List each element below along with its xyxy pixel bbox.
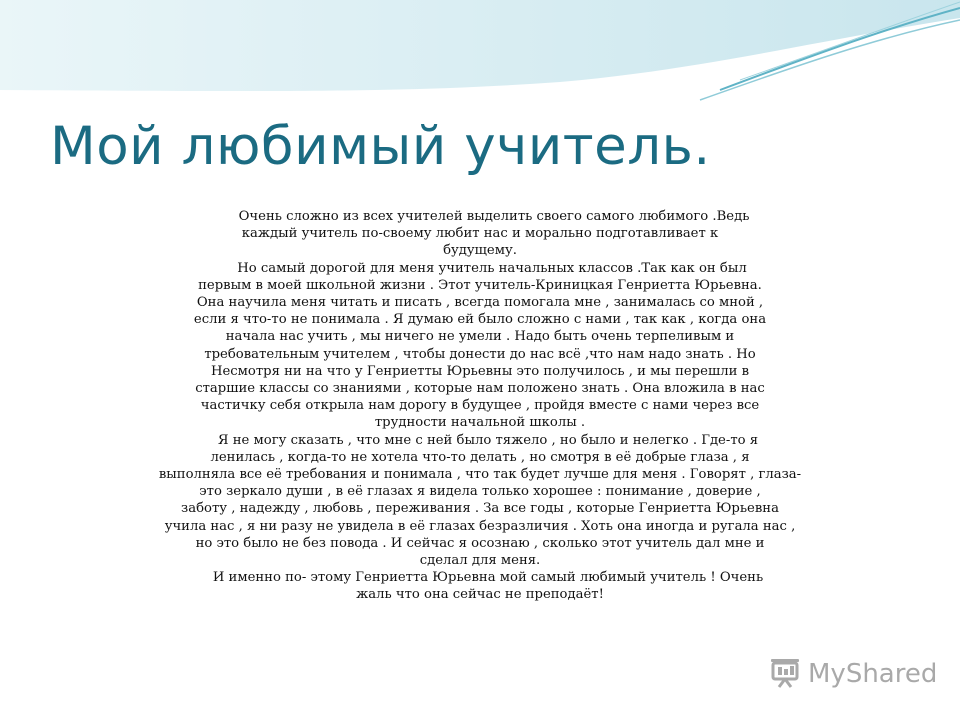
body-line: выполняла все её требования и понимала , что так будет лучше для меня . Говорят , глаза-	[158, 467, 802, 483]
myshared-logo	[768, 656, 937, 692]
body-line: заботу , надежду , любовь , переживания . За все годы , которые Генриетта Юрьевна	[181, 501, 779, 517]
body-line: Несмотря ни на что у Генриетты Юрьевны это получилось , и мы перешли в	[210, 363, 749, 379]
body-line: частичку себя открыла нам дорогу в будущее , пройдя вместе с нами через все	[200, 398, 760, 414]
body-line: учила нас , я ни разу не увидела в её глазах безразличия . Хоть она иногда и ругала нас ,	[164, 518, 796, 534]
decorative-corner-swoosh	[0, 0, 960, 120]
body-line: Она научила меня читать и писать , всегда помогала мне , занималась со мной ,	[196, 295, 764, 311]
slide-title: Мой любимый учитель.	[50, 116, 711, 177]
body-line: если я что-то не понимала . Я думаю ей было сложно с нами , так как , когда она	[193, 312, 767, 328]
body-line: начала нас учить , мы ничего не умели . Надо быть очень терпеливым и	[225, 329, 735, 345]
body-line: трудности начальной школы .	[374, 415, 586, 431]
body-line: сделал для меня.	[419, 553, 541, 569]
body-line: требовательным учителем , чтобы донести до нас всё ,что нам надо знать . Но	[204, 346, 756, 362]
body-line: Я не могу сказать , что мне с ней было тяжело , но было и нелегко . Где-то я	[217, 432, 759, 448]
body-line: И именно по- этому Генриетта Юрьевна мой самый любимый учитель ! Очень	[212, 570, 764, 586]
body-line: жаль что она сейчас не преподаёт!	[356, 587, 604, 603]
body-line: первым в моей школьной жизни . Этот учитель-Криницкая Генриетта Юрьевна.	[198, 277, 762, 293]
body-line: Но самый дорогой для меня учитель начальных классов .Так как он был	[237, 260, 747, 276]
body-line: ленилась , когда-то не хотела что-то делать , но смотря в её добрые глаза , я	[210, 449, 750, 465]
logo-text: MyShared	[808, 659, 938, 689]
slide-body-text	[150, 208, 810, 604]
body-line: но это было не без повода . И сейчас я осознаю , сколько этот учитель дал мне и	[195, 535, 765, 551]
presentation-board-icon	[768, 655, 802, 693]
body-line: каждый учитель по-своему любит нас и морально подготавливает к	[241, 226, 719, 242]
body-line: Очень сложно из всех учителей выделить своего самого любимого .Ведь	[238, 209, 750, 224]
body-line: это зеркало души , в её глазах я видела только хорошее : понимание , доверие ,	[199, 484, 761, 500]
body-line: старшие классы со знаниями , которые нам положено знать . Она вложила в нас	[195, 381, 765, 397]
body-line: будущему.	[443, 243, 517, 259]
